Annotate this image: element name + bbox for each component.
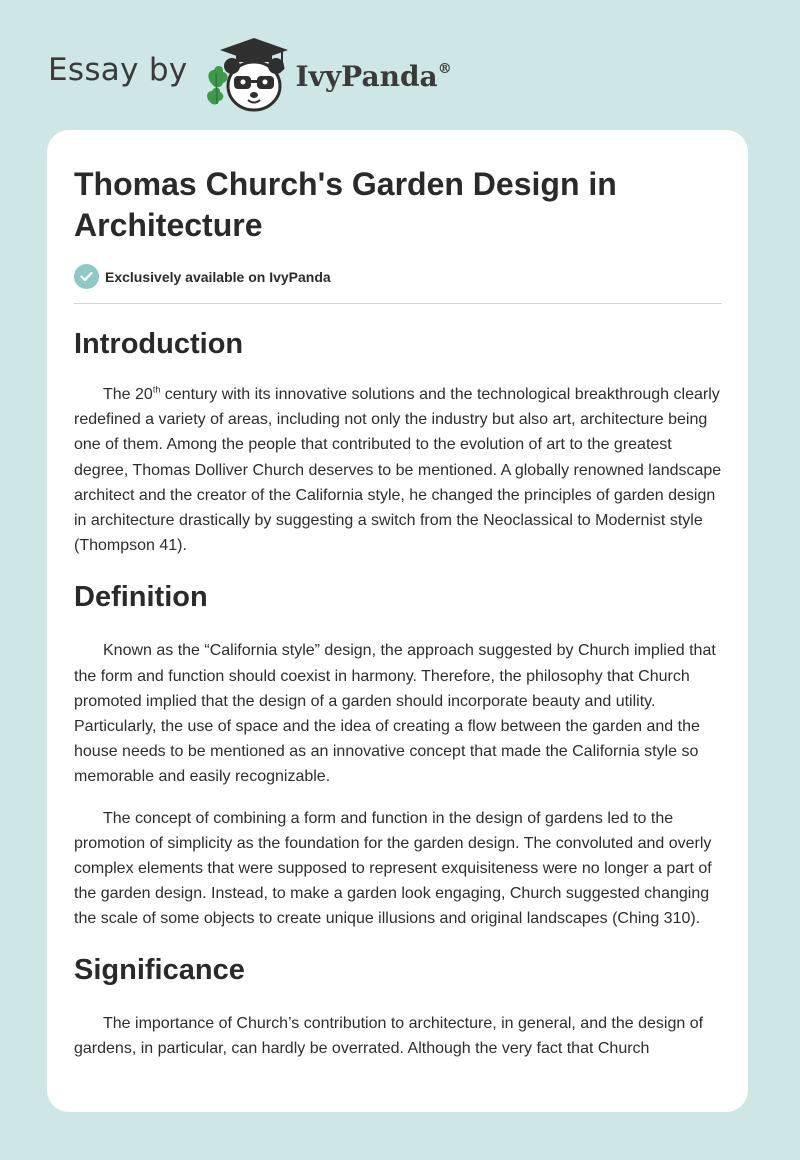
paragraph-introduction [74, 382, 722, 558]
paragraph-definition-1: Known as the “California style” design, the approach suggested by Church implied that the form and function should coexist in harmony. Therefore, the philosophy that Church promoted implied that the design of a garden should incorporate beauty and utility. Particularly, the use of space and the idea of creating a flow between the garden and the house needs to be mentioned as an innovative concept that made the California style so memorable and easily recognizable. [74, 642, 716, 786]
title-divider [74, 303, 722, 304]
exclusive-badge [74, 264, 722, 289]
brand-name[interactable] [296, 60, 452, 93]
ordinal-superscript: th [152, 384, 161, 395]
brand-text: IvyPanda [295, 59, 438, 93]
panda-logo-icon[interactable] [202, 34, 292, 114]
intro-text-start: The 20 [103, 386, 153, 403]
checkmark-icon [74, 264, 99, 289]
section-heading-definition: Definition [74, 581, 208, 614]
site-header [48, 34, 452, 114]
essay-by-label: Essay by [48, 52, 188, 88]
paragraph-definition-2: The concept of combining a form and function in the design of gardens led to the promotion of simplicity as the foundation for the garden design. The convoluted and overly complex elements that were supposed to represent exquisiteness were no longer a part of the garden design. Instead, to make a garden look engaging, Church suggested changing the scale of some objects to create unique illusions and original landscapes (Ching 310). [74, 809, 712, 928]
exclusive-text: Exclusively available on IvyPanda [105, 268, 331, 285]
section-heading-introduction: Introduction [74, 328, 244, 360]
registered-mark: ® [437, 61, 452, 78]
intro-text-rest: century with its innovative solutions and the technological breakthrough clearly redefined a variety of areas, including not only the industry but also art, architecture being one of them. Among the people that contributed to the evolution of art to the greatest degree, Thomas Dolliver Church deserves to be mentioned. A globally renowned landscape architect and the creator of the California style, he changed the principles of garden design in architecture drastically by suggesting a switch from the Neoclassical to Modernist style (Thompson 41). [74, 386, 722, 555]
section-heading-significance: Significance [74, 953, 245, 986]
paragraph-significance: The importance of Church’s contribution to architecture, in general, and the design of gardens, in particular, can hardly be overrated. Although the very fact that Church [74, 1014, 704, 1057]
essay-card [47, 130, 748, 1112]
essay-title: Thomas Church's Garden Design in Architecture [74, 166, 617, 243]
